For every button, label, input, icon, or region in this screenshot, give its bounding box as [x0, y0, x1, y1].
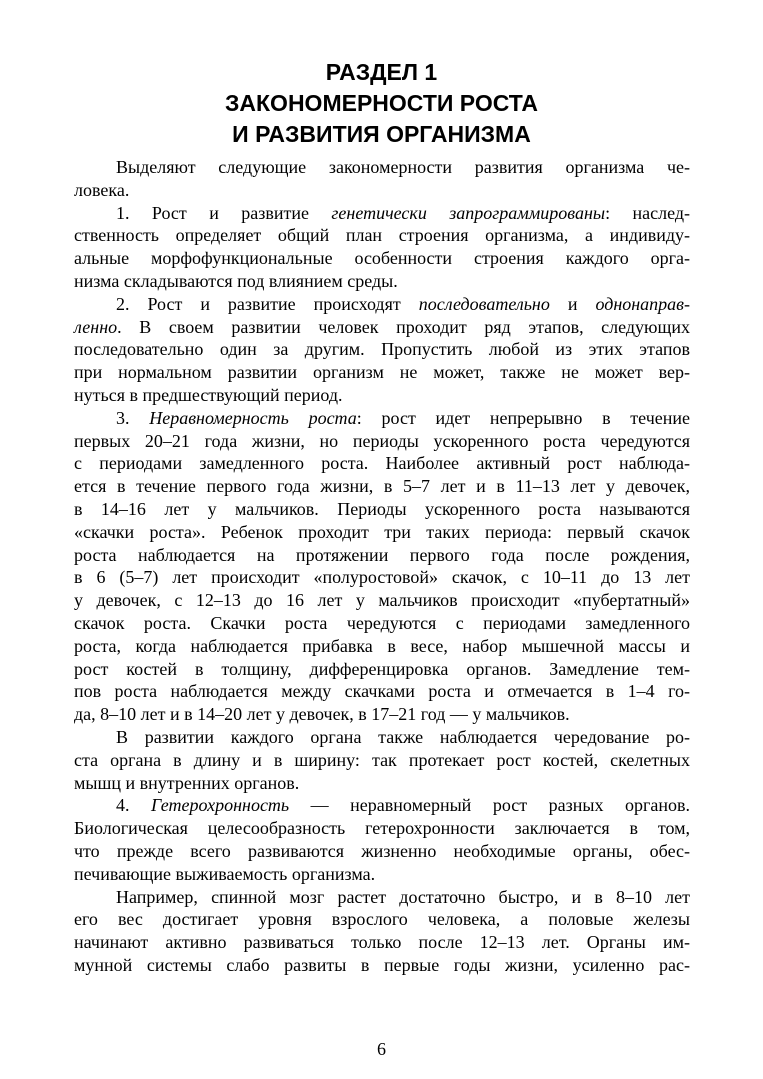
text-line: ленно. В своем развитии человек проходит ряд этапов, следующих [74, 316, 690, 337]
text-line: 2. Рост и развитие происходят последовательно и однонаправ- [116, 293, 690, 314]
text-line: ственность определяет общий план строения организма, а индивиду- [74, 225, 690, 246]
text-line: ста органа в длину и в ширину: так протекает рост костей, скелетных [74, 749, 690, 770]
italic-term: однонаправ- [595, 293, 690, 314]
text-line: его вес достигает уровня взрослого человека, а половые железы [74, 909, 690, 930]
text-line: в 14–16 лет у мальчиков. Периоды ускоренного роста называются [74, 498, 690, 519]
italic-term: Гетерохронность [151, 795, 290, 816]
section-label: РАЗДЕЛ 1 [325, 59, 438, 85]
text-line: рост костей в толщину, дифференцировка органов. Замедление тем- [74, 658, 690, 679]
text-line: начинают активно развиваться только после 12–13 лет. Органы им- [74, 932, 690, 953]
text-line: ется в течение первого года жизни, в 5–7 лет и в 11–13 лет у девочек, [74, 476, 690, 497]
body-text [74, 156, 690, 977]
text-line: 4. Гетерохронность — неравномерный рост разных органов. [116, 795, 690, 816]
text-line: роста, когда наблюдается прибавка в весе, набор мышечной массы и [74, 635, 690, 656]
text-line: альные морфофункциональные особенности строения каждого орга- [74, 248, 690, 269]
italic-term: ленно [74, 316, 118, 337]
text-line: что прежде всего развиваются жизненно необходимые органы, обес- [74, 840, 690, 861]
text-line: В развитии каждого органа также наблюдается чередование ро- [116, 726, 690, 747]
text-line: ловека. [74, 179, 130, 200]
section-title-line-2: И РАЗВИТИЯ ОРГАНИЗМА [232, 121, 531, 147]
text-line: «скачки роста». Ребенок проходит три таких периода: первый скачок [74, 521, 690, 542]
text-line: при нормальном развитии организм не может, также не может вер- [74, 362, 690, 383]
text-line: Выделяют следующие закономерности развития организма че- [116, 157, 690, 177]
paragraph-3-uneven-growth [74, 407, 690, 726]
paragraph-4-heterochrony [74, 794, 690, 885]
section-heading [0, 57, 763, 150]
paragraph-example [74, 886, 690, 977]
text-line: Например, спинной мозг растет достаточно быстро, и в 8–10 лет [116, 886, 690, 907]
page-number: 6 [377, 1039, 386, 1059]
text-line: мунной системы слабо развиты в первые годы жизни, усиленно рас- [74, 954, 690, 975]
paragraph-2-sequential-development [74, 293, 690, 407]
text-line: Биологическая целесообразность гетерохронности заключается в том, [74, 818, 690, 839]
text-line: нуться в предшествующий период. [74, 384, 343, 405]
section-title-line-1: ЗАКОНОМЕРНОСТИ РОСТА [225, 90, 538, 116]
paragraph-1-genetic-programming [74, 202, 690, 293]
text-line: в 6 (5–7) лет происходит «полуростовой» скачок, с 10–11 до 13 лет [74, 567, 690, 588]
paragraph-intro [74, 156, 690, 202]
italic-term: Неравномерность роста [149, 407, 357, 428]
text-line: у девочек, с 12–13 до 16 лет у мальчиков происходит «пубертатный» [74, 590, 690, 611]
text-line: печивающие выживаемость организма. [74, 863, 376, 884]
text-line: 3. Неравномерность роста: рост идет непрерывно в течение [116, 407, 690, 428]
text-line: низма складываются под влиянием среды. [74, 270, 398, 291]
text-line: мышц и внутренних органов. [74, 772, 300, 793]
text-line: с периодами замедленного роста. Наиболее активный рост наблюда- [74, 453, 690, 474]
paragraph-organ-growth [74, 726, 690, 794]
text-line: первых 20–21 года жизни, но периоды ускоренного роста чередуются [74, 430, 690, 451]
text-line: последовательно один за другим. Пропустить любой из этих этапов [74, 339, 690, 360]
text-line: да, 8–10 лет и в 14–20 лет у девочек, в 17–21 год — у мальчиков. [74, 704, 570, 725]
text-line: 1. Рост и развитие генетически запрограммированы: наслед- [116, 202, 690, 223]
italic-term: генетически запрограммированы [331, 202, 606, 223]
italic-term: последовательно [418, 293, 550, 314]
text-line: пов роста наблюдается между скачками роста и отмечается в 1–4 го- [74, 681, 690, 702]
text-line: роста наблюдается на протяжении первого года после рождения, [74, 544, 690, 565]
text-line: скачок роста. Скачки роста чередуются с периодами замедленного [74, 612, 690, 633]
